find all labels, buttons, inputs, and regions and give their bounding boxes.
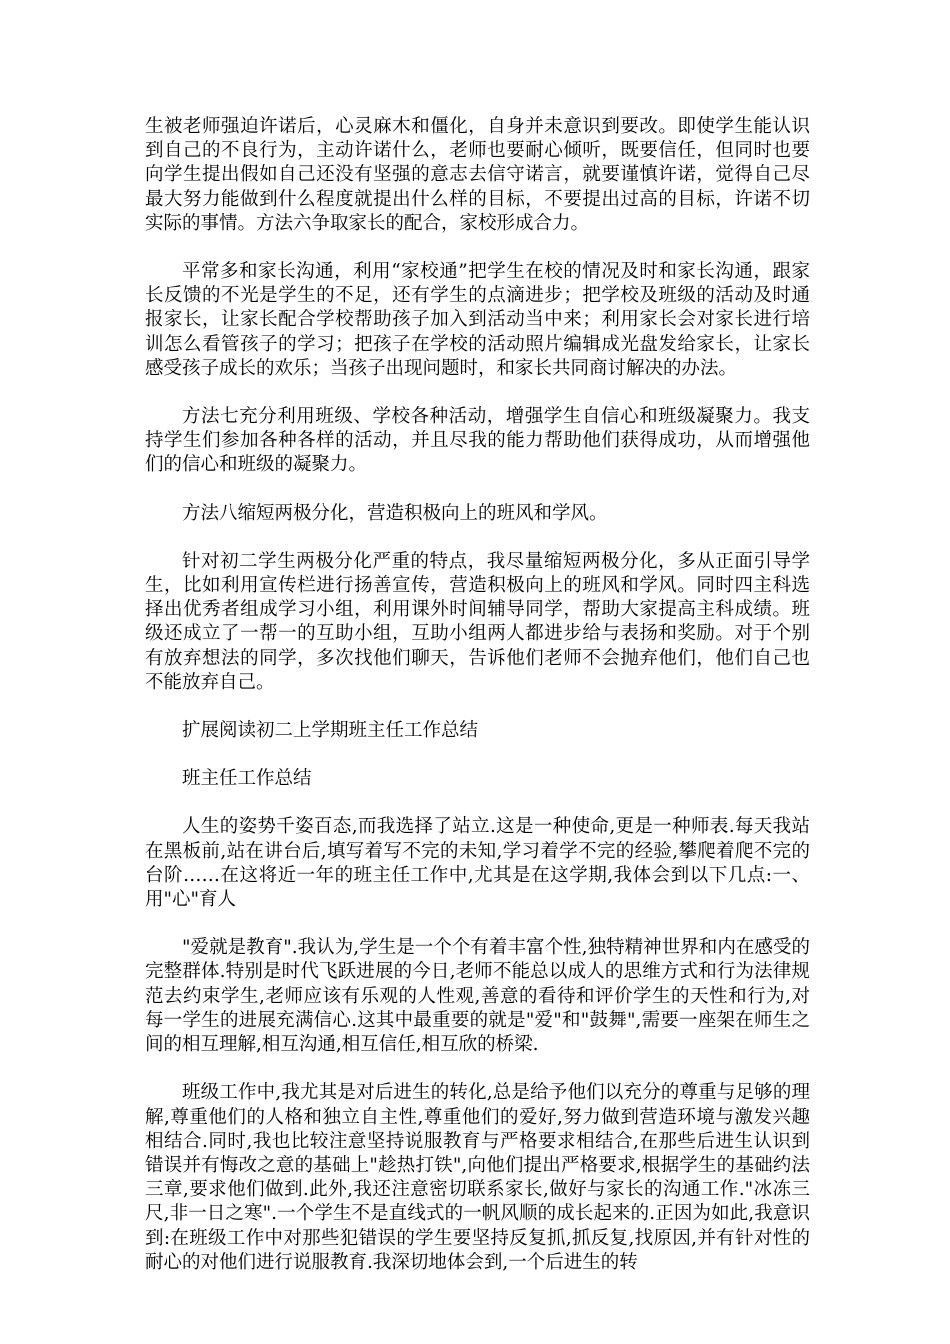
document-body xyxy=(145,115,810,1299)
paragraph-6-heading: 扩展阅读初二上学期班主任工作总结 xyxy=(182,720,479,742)
paragraph-3: 方法七充分利用班级、学校各种活动，增强学生自信心和班级凝聚力。我支持学生们参加各种各样的活动，并且尽我的能力帮助他们获得成功，从而增强他们的信心和班级的凝聚力。 xyxy=(145,406,810,476)
paragraph-5: 针对初二学生两极分化严重的特点，我尽量缩短两极分化，多从正面引导学生，比如利用宣传栏进行扬善宣传，营造积极向上的班风和学风。同时四主科选择出优秀者组成学习小组，利用课外时间辅导同学，帮助大家提高主科成绩。班级还成立了一帮一的互助小组，互助小组两人都进步给与表扬和奖励。对于个别有放弃想法的同学，多次找他们聊天，告诉他们老师不会抛弃他们，他们自己也不能放弃自己。 xyxy=(145,550,810,693)
paragraph-10: 班级工作中,我尤其是对后进生的转化,总是给予他们以充分的尊重与足够的理解,尊重他们的人格和独立自主性,尊重他们的爱好,努力做到营造环境与激发兴趣相结合.同时,我也比较注意坚持说服教育与严格要求相结合,在那些后进生认识到错误并有悔改之意的基础上"趁热打铁",向他们提出严格要求,根据学生的基础约法三章,要求他们做到.此外,我还注意密切联系家长,做好与家长的沟通工作."冰冻三尺,非一日之寒".一个学生不是直线式的一帆风顺的成长起来的.正因为如此,我意识到:在班级工作中对那些犯错误的学生要坚持反复抓,抓反复,找原因,并有针对性的耐心的对他们进行说服教育.我深切地体会到,一个后进生的转 xyxy=(145,1082,810,1273)
paragraph-1: 生被老师强迫许诺后，心灵麻木和僵化，自身并未意识到要改。即使学生能认识到自己的不良行为，主动许诺什么，老师也要耐心倾听，既要信任，但同时也要向学生提出假如自己还没有坚强的意志去信守诺言，就要谨慎许诺，觉得自己尽最大努力能做到什么程度就提出什么样的目标，不要提出过高的目标，许诺不切实际的事情。方法六争取家长的配合，家校形成合力。 xyxy=(145,116,810,234)
paragraph-2: 平常多和家长沟通，利用“家校通”把学生在校的情况及时和家长沟通，跟家长反馈的不光是学生的不足，还有学生的点滴进步；把学校及班级的活动及时通报家长，让家长配合学校帮助孩子加入到活动当中来；利用家长会对家长进行培训怎么看管孩子的学习；把孩子在学校的活动照片编辑成光盘发给家长，让家长感受孩子成长的欢乐；当孩子出现问题时，和家长共同商讨解决的办法。 xyxy=(145,261,810,379)
paragraph-7-heading: 班主任工作总结 xyxy=(182,768,312,790)
paragraph-8: 人生的姿势千姿百态,而我选择了站立.这是一种使命,更是一种师表.每天我站在黑板前,站在讲台后,填写着写不完的未知,学习着学不完的经验,攀爬着爬不完的台阶……在这将近一年的班主任工作中,尤其是在这学期,我体会到以下几点:一、用"心"育人 xyxy=(145,816,810,911)
paragraph-9: "爱就是教育".我认为,学生是一个个有着丰富个性,独特精神世界和内在感受的完整群体.特别是时代飞跃进展的今日,老师不能总以成人的思维方式和行为法律规范去约束学生,老师应该有乐观的人性观,善意的看待和评价学生的天性和行为,对每一学生的进展充满信心.这其中最重要的就是"爱"和"鼓舞",需要一座架在师生之间的相互理解,相互沟通,相互信任,相互欣的桥梁. xyxy=(145,937,810,1056)
paragraph-4: 方法八缩短两极分化，营造积极向上的班风和学风。 xyxy=(182,502,608,524)
